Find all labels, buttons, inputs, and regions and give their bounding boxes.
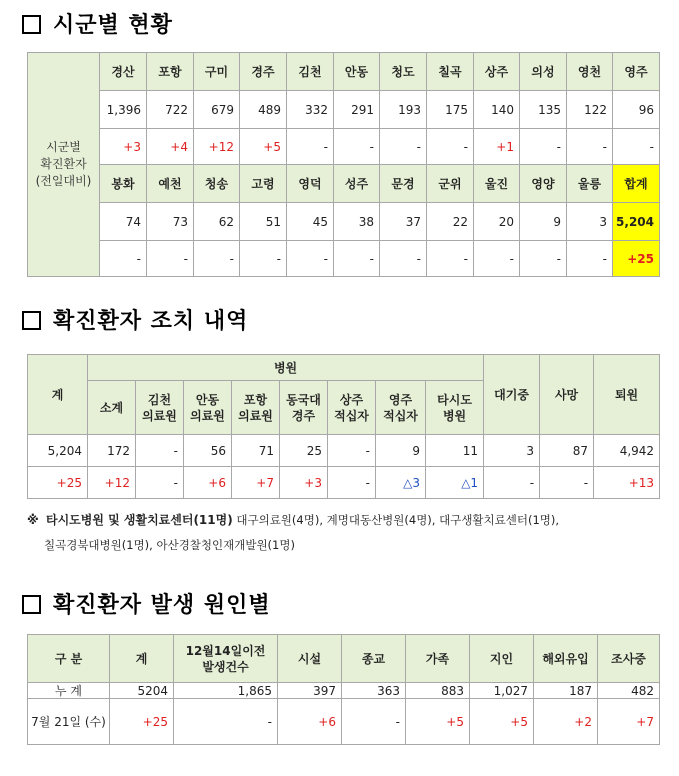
- city-name: 울릉: [567, 165, 613, 203]
- city-change: -: [380, 241, 427, 277]
- city-name: 합계: [613, 165, 660, 203]
- empty-square-icon: [22, 311, 41, 330]
- cause-daily: +5: [406, 699, 470, 745]
- subheader-line: 김천: [147, 392, 172, 407]
- treatment-total: 56: [184, 435, 232, 467]
- section-title-cause: 확진환자 발생 원인별: [22, 588, 271, 619]
- city-total: 175: [427, 91, 474, 129]
- city-change: -: [613, 129, 660, 165]
- city-total: 22: [427, 203, 474, 241]
- city-total: 62: [194, 203, 240, 241]
- treatment-change: +3: [280, 467, 328, 499]
- city-name: 경주: [240, 53, 287, 91]
- cause-header: 조사중: [598, 635, 660, 683]
- cause-cumulative: 1,865: [174, 683, 278, 699]
- cause-header: 해외유입: [534, 635, 598, 683]
- city-total: 193: [380, 91, 427, 129]
- cause-cumulative: 363: [342, 683, 406, 699]
- subheader-line: 영주: [388, 392, 413, 407]
- cause-table: [27, 634, 660, 745]
- city-name: 청송: [194, 165, 240, 203]
- city-total: 96: [613, 91, 660, 129]
- city-total: 332: [287, 91, 334, 129]
- subheader-line: 상주: [339, 392, 364, 407]
- treatment-change: -: [136, 467, 184, 499]
- treatment-change: +25: [28, 467, 88, 499]
- city-name: 영주: [613, 53, 660, 91]
- empty-square-icon: [22, 15, 41, 34]
- cause-daily: +6: [278, 699, 342, 745]
- header-waiting: 대기중: [484, 355, 540, 435]
- cause-cumulative: 883: [406, 683, 470, 699]
- cause-daily: +7: [598, 699, 660, 745]
- cause-cumulative: 누 계: [28, 683, 110, 699]
- city-name: 울진: [474, 165, 520, 203]
- treatment-change: +12: [88, 467, 136, 499]
- city-name: 예천: [147, 165, 194, 203]
- city-change: +1: [474, 129, 520, 165]
- cause-cumulative: 482: [598, 683, 660, 699]
- treatment-total: 3: [484, 435, 540, 467]
- subheader-line: 동국대: [286, 392, 321, 407]
- city-name: 경산: [100, 53, 147, 91]
- header-total: 계: [28, 355, 88, 435]
- city-total: 3: [567, 203, 613, 241]
- cause-cumulative: 397: [278, 683, 342, 699]
- cause-header-line: 발생건수: [202, 659, 249, 674]
- city-name: 봉화: [100, 165, 147, 203]
- city-total: 51: [240, 203, 287, 241]
- subheader-line: 의료원: [190, 408, 225, 423]
- city-change: -: [380, 129, 427, 165]
- city-name: 영양: [520, 165, 567, 203]
- row-label-city-cases: [28, 53, 100, 277]
- header-death: 사망: [540, 355, 594, 435]
- city-name: 군위: [427, 165, 474, 203]
- city-name: 구미: [194, 53, 240, 91]
- treatment-total: -: [328, 435, 376, 467]
- city-name: 문경: [380, 165, 427, 203]
- city-name: 안동: [334, 53, 380, 91]
- note-heading: 타시도병원 및 생활치료센터(11명): [45, 513, 233, 527]
- row-label-line: (전일대비): [35, 174, 92, 188]
- hospital-subheader: [328, 381, 376, 435]
- cause-header: [174, 635, 278, 683]
- hospital-note-line2: 칠곡경북대병원(1명), 아산경찰청인재개발원(1명): [44, 538, 295, 552]
- treatment-total: 87: [540, 435, 594, 467]
- cause-header-line: 12월14일이전: [185, 643, 266, 658]
- city-total: 140: [474, 91, 520, 129]
- subheader-line: 적십자: [383, 408, 418, 423]
- cause-daily: -: [342, 699, 406, 745]
- city-name: 성주: [334, 165, 380, 203]
- header-hospital: 병원: [88, 355, 484, 381]
- treatment-total: 9: [376, 435, 426, 467]
- cause-daily: +25: [110, 699, 174, 745]
- city-name: 칠곡: [427, 53, 474, 91]
- city-change: -: [427, 241, 474, 277]
- section-title-city-status: 시군별 현황: [22, 8, 173, 39]
- subheader-line: 경주: [291, 408, 316, 423]
- city-change: +4: [147, 129, 194, 165]
- treatment-table: [27, 354, 660, 499]
- treatment-change: △1: [426, 467, 484, 499]
- subheader-line: 병원: [442, 408, 467, 423]
- city-total: 489: [240, 91, 287, 129]
- subheader-line: 안동: [195, 392, 220, 407]
- city-change: +3: [100, 129, 147, 165]
- city-total: 1,396: [100, 91, 147, 129]
- treatment-total: 25: [280, 435, 328, 467]
- treatment-total: 11: [426, 435, 484, 467]
- treatment-total: -: [136, 435, 184, 467]
- header-discharge: 퇴원: [594, 355, 660, 435]
- city-name: 청도: [380, 53, 427, 91]
- city-name: 김천: [287, 53, 334, 91]
- hospital-subheader: [280, 381, 328, 435]
- city-total: 20: [474, 203, 520, 241]
- city-name: 고령: [240, 165, 287, 203]
- cause-header: 지인: [470, 635, 534, 683]
- cause-daily: 7월 21일 (수): [28, 699, 110, 745]
- subheader-line: 소계: [99, 400, 124, 415]
- city-total: 291: [334, 91, 380, 129]
- treatment-change: -: [540, 467, 594, 499]
- city-name: 상주: [474, 53, 520, 91]
- cause-daily: +5: [470, 699, 534, 745]
- city-name: 의성: [520, 53, 567, 91]
- row-label-line: 확진환자: [40, 157, 87, 171]
- city-change: -: [287, 241, 334, 277]
- city-total: 73: [147, 203, 194, 241]
- city-total: 9: [520, 203, 567, 241]
- cause-header: 가족: [406, 635, 470, 683]
- city-change: +5: [240, 129, 287, 165]
- hospital-subheader: [426, 381, 484, 435]
- cause-header: 구 분: [28, 635, 110, 683]
- city-change: -: [334, 129, 380, 165]
- city-change: -: [240, 241, 287, 277]
- city-total: 37: [380, 203, 427, 241]
- treatment-change: +6: [184, 467, 232, 499]
- treatment-change: +7: [232, 467, 280, 499]
- treatment-change: +13: [594, 467, 660, 499]
- cause-cumulative: 187: [534, 683, 598, 699]
- subheader-line: 의료원: [142, 408, 177, 423]
- cause-header: 종교: [342, 635, 406, 683]
- city-change: -: [100, 241, 147, 277]
- treatment-total: 71: [232, 435, 280, 467]
- treatment-change: -: [328, 467, 376, 499]
- city-total: 74: [100, 203, 147, 241]
- row-label-line: 시군별: [46, 140, 81, 154]
- treatment-total: 4,942: [594, 435, 660, 467]
- city-total: 135: [520, 91, 567, 129]
- city-change: -: [194, 241, 240, 277]
- city-change: +12: [194, 129, 240, 165]
- cause-cumulative: 1,027: [470, 683, 534, 699]
- city-total: 722: [147, 91, 194, 129]
- city-name: 영천: [567, 53, 613, 91]
- hospital-subheader: [88, 381, 136, 435]
- city-change: -: [567, 129, 613, 165]
- subheader-line: 포항: [243, 392, 268, 407]
- city-change: -: [567, 241, 613, 277]
- city-change: -: [520, 129, 567, 165]
- subheader-line: 적십자: [334, 408, 369, 423]
- city-name: 영덕: [287, 165, 334, 203]
- section-title-treatment: 확진환자 조치 내역: [22, 304, 248, 335]
- hospital-subheader: [232, 381, 280, 435]
- city-total: 122: [567, 91, 613, 129]
- cause-header: 시설: [278, 635, 342, 683]
- city-change: -: [474, 241, 520, 277]
- treatment-change: -: [484, 467, 540, 499]
- hospital-subheader: [376, 381, 426, 435]
- subheader-line: 의료원: [238, 408, 273, 423]
- city-total: 45: [287, 203, 334, 241]
- city-total: 679: [194, 91, 240, 129]
- city-total: 38: [334, 203, 380, 241]
- treatment-total: 172: [88, 435, 136, 467]
- hospital-subheader: [184, 381, 232, 435]
- subheader-line: 타시도: [437, 392, 472, 407]
- hospital-note-line1: ※ 타시도병원 및 생활치료센터(11명) 대구의료원(4명), 계명대동산병원(4명), 대구생활치료센터(1명),: [27, 513, 560, 527]
- cause-daily: -: [174, 699, 278, 745]
- cause-header: 계: [110, 635, 174, 683]
- cause-cumulative: 5204: [110, 683, 174, 699]
- hospital-subheader: [136, 381, 184, 435]
- treatment-change: △3: [376, 467, 426, 499]
- city-change: -: [427, 129, 474, 165]
- empty-square-icon: [22, 595, 41, 614]
- city-change: +25: [613, 241, 660, 277]
- city-change: -: [334, 241, 380, 277]
- city-change: -: [520, 241, 567, 277]
- city-name: 포항: [147, 53, 194, 91]
- treatment-total: 5,204: [28, 435, 88, 467]
- city-total: 5,204: [613, 203, 660, 241]
- cause-daily: +2: [534, 699, 598, 745]
- city-change: -: [287, 129, 334, 165]
- city-status-table: [27, 52, 660, 277]
- city-change: -: [147, 241, 194, 277]
